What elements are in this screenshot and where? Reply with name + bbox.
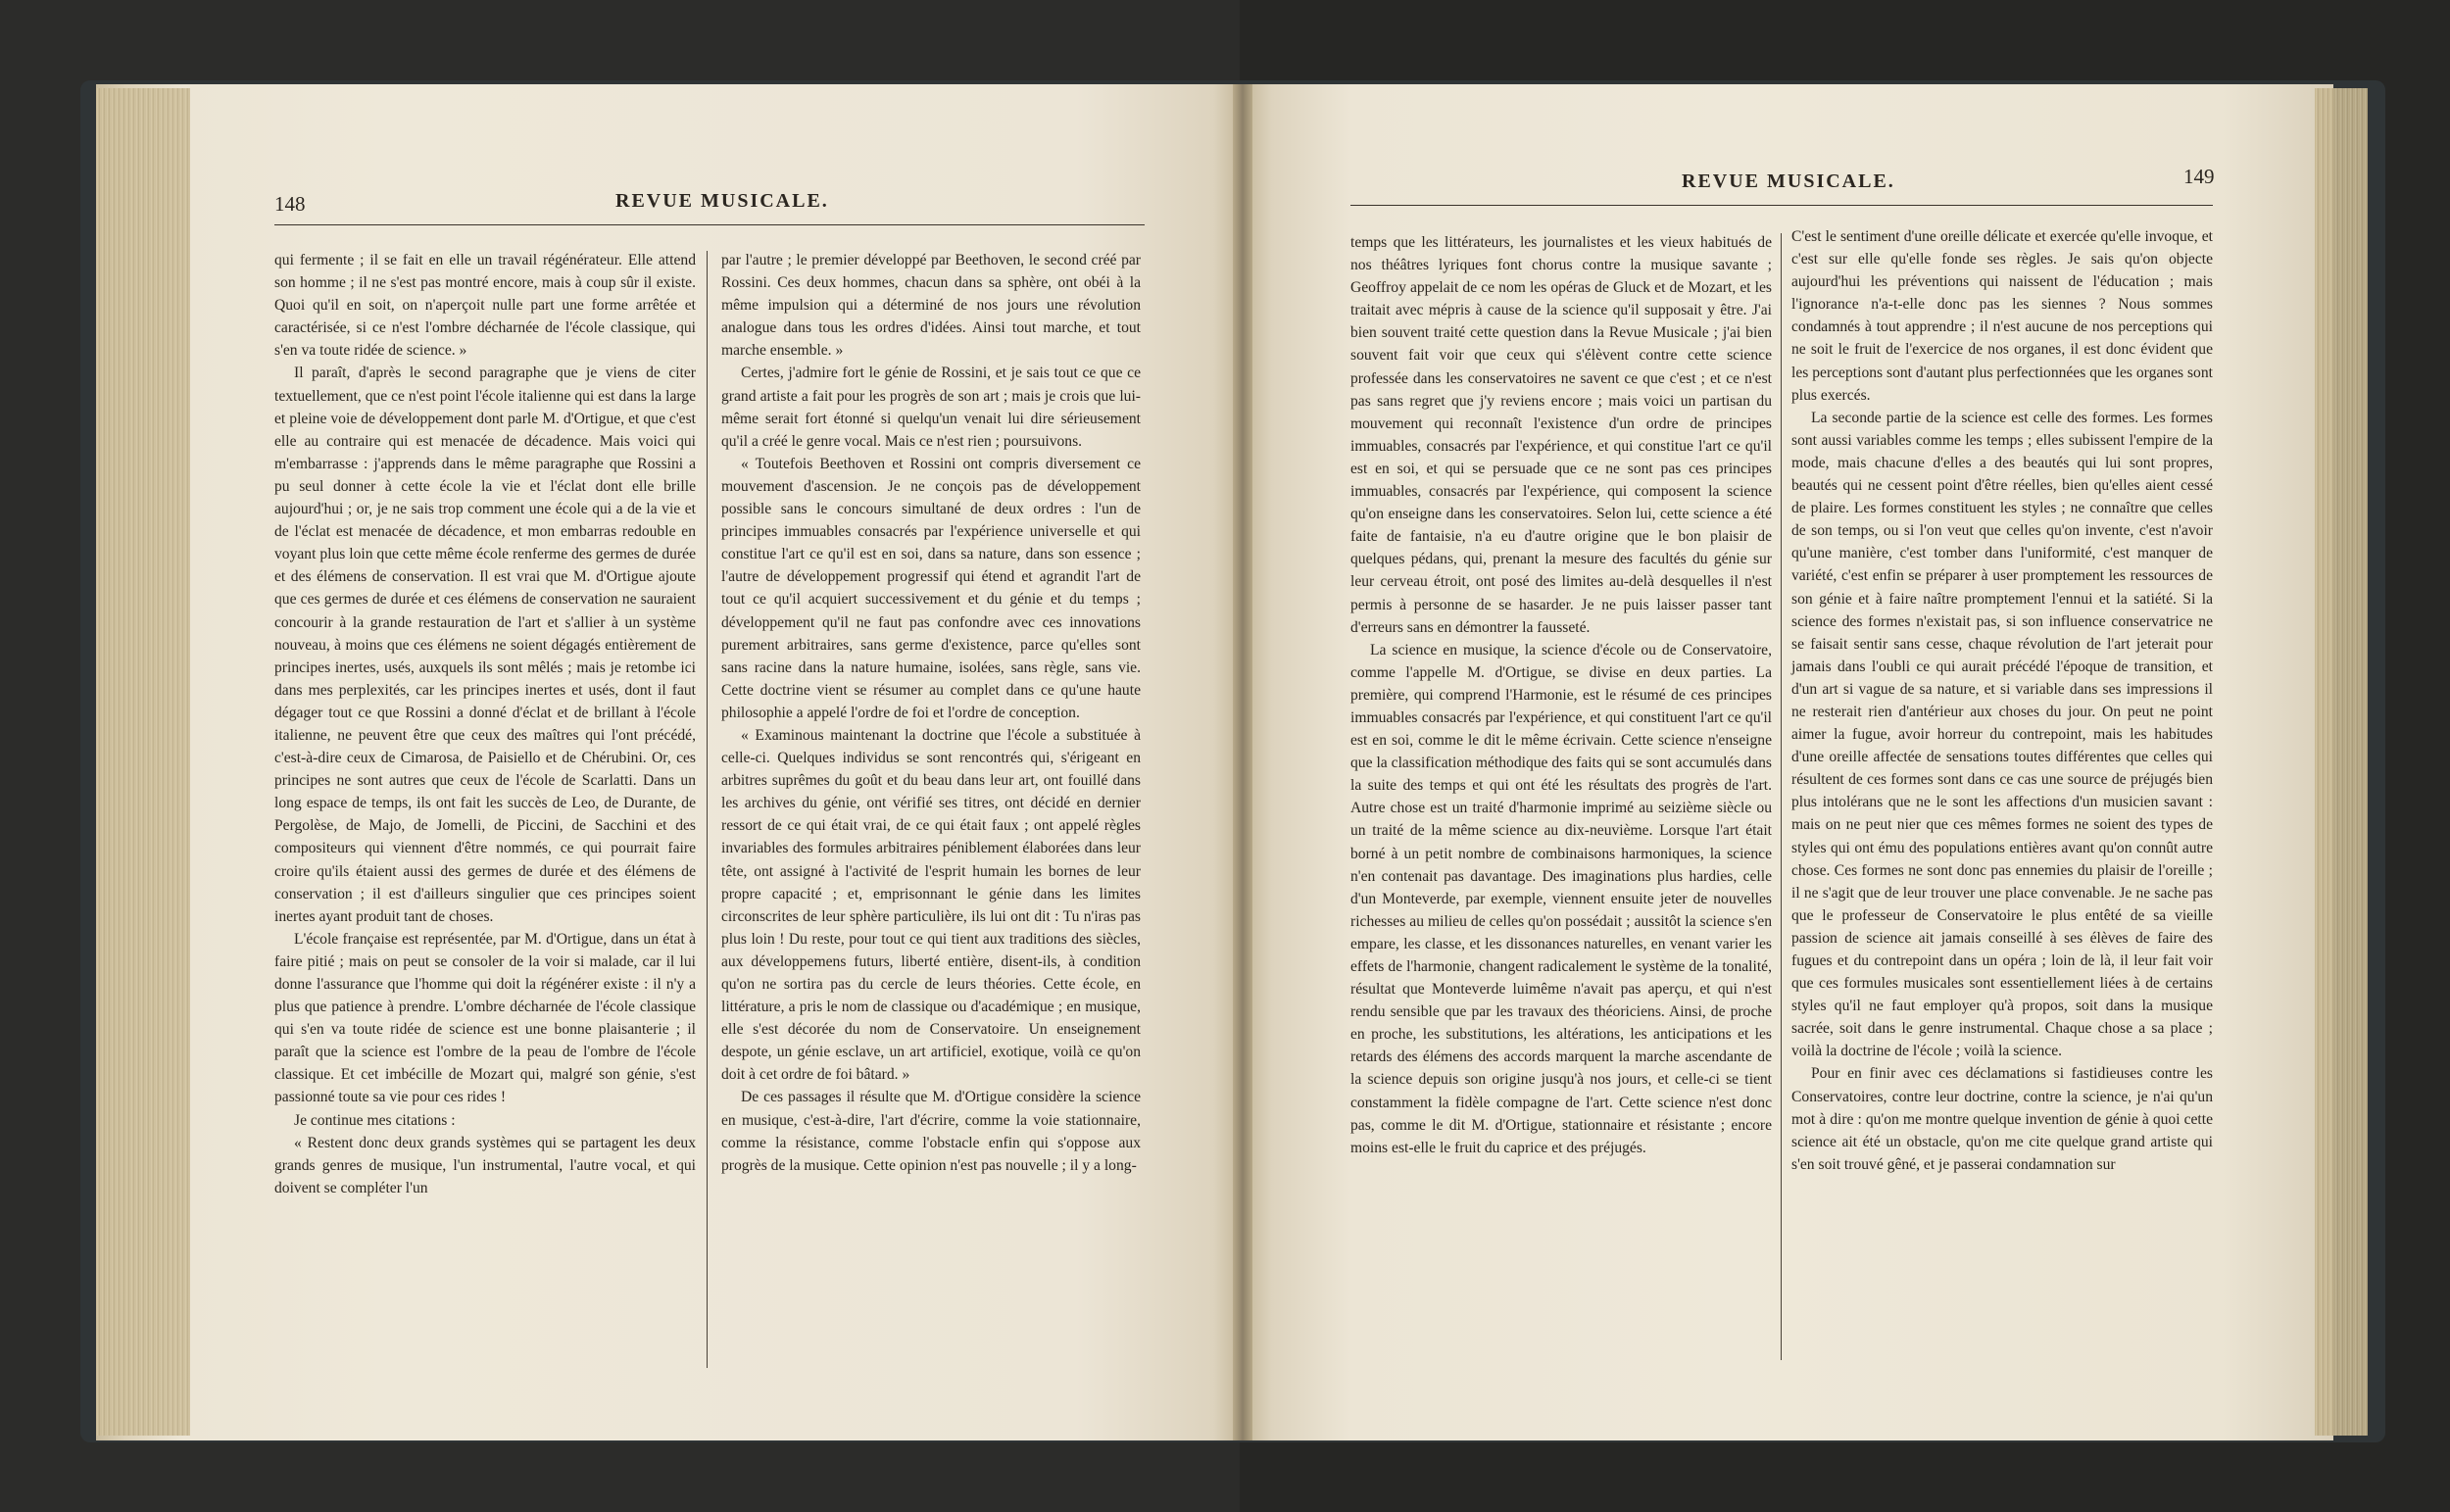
right-folio: 149 xyxy=(2183,165,2215,188)
book-gutter xyxy=(1233,84,1252,1440)
right-header-rule xyxy=(1350,205,2213,206)
paragraph: Certes, j'admire fort le génie de Rossini, et je sais tout ce que ce grand artiste a fait pour les progrès de son art ; mais je crois que lui-même serait fort étonné si quelqu'un venait lui dire sérieusement qu'il a créé le genre vocal. Mais ce n'est rien ; poursuivons. xyxy=(721,365,1141,450)
right-column-2 xyxy=(1791,225,2213,1176)
left-column-1 xyxy=(274,249,696,1199)
right-page-edges xyxy=(2315,88,2368,1436)
paragraph: De ces passages il résulte que M. d'Ortigue considère la science en musique, c'est-à-dire, l'art d'écrire, comme la voie stationnaire, comme la résistance, comme l'obstacle enfin qui s'oppose aux progrès de la musique. Cette opinion n'est pas nouvelle ; il y a long- xyxy=(721,1089,1141,1174)
left-folio: 148 xyxy=(274,192,306,216)
paragraph: « Examinous maintenant la doctrine que l'école a substituée à celle-ci. Quelques individus se sont rencontrés qui, s'érigeant en arbitres suprêmes du goût et du beau dans leur art, ont fouillé dans les archives du génie, ont vérifié ses titres, ont décidé en dernier ressort de ce qui était vrai, de ce qui était faux ; ont appelé règles invariables des formules arbitraires péniblement élaborées dans leur tête, ont assigné à l'activité de l'esprit humain les bornes de leur propre capacité ; et, emprisonnant le génie dans les limites circonscrites de leur sphère particulière, ils lui ont dit : Tu n'iras pas plus loin ! Du reste, pour tout ce qui tient aux traditions des siècles, aux développemens futurs, liberté entière, disent-ils, à condition qu'on ne sortira pas du cercle de leurs théories. Cette école, en littérature, a pris le nom de classique ou d'académique ; en musique, elle s'est décorée du nom de Conservatoire. Un enseignement despote, un génie esclave, un art artificiel, exotique, voilà ce qu'on doit à cet ordre de foi bâtard. » xyxy=(721,726,1141,1084)
paragraph: temps que les littérateurs, les journalistes et les vieux habitués de nos théâtres lyriques font chorus contre la musique savante ; Geoffroy appelait de ce nom les opéras de Gluck et de Mozart, et les traitait avec mépris à cause de la science qu'il supposait y être. J'ai bien souvent traité cette question dans la Revue Musicale ; j'ai bien souvent fait voir que ceux qui s'élèvent contre cette science professée dans les conservatoires ne savent ce que c'est ; et ce n'est pas sans regret que j'y reviens encore ; mais voici un partisan du mouvement qui reconnaît l'existence d'un ordre de principes immuables, consacrés par l'expérience, et qui constitue l'art ce qu'il est en soi, et qui se persuade que ce ne sont pas ces principes immuables, consacrés par l'expérience, qui composent la science qu'on enseigne dans les conservatoires. Selon lui, cette science a été faite de fantaisie, n'a eu d'autre origine que le bon plaisir de quelques pédans, qui, prenant la mesure des facultés du génie sur leur cerveau étroit, ont posé des limites au-delà desquelles il n'est permis à personne de se hasarder. Je ne puis laisser passer tant d'erreurs sans en démontrer la fausseté. xyxy=(1350,234,1772,636)
left-page-edges xyxy=(96,88,190,1436)
right-column-separator xyxy=(1781,233,1782,1360)
paragraph: par l'autre ; le premier développé par Beethoven, le second créé par Rossini. Ces deux hommes, chacun dans sa sphère, ont obéi à la même impulsion qui a déterminé de nos jours une révolution analogue dans tous les ordres d'idées. Ainsi tout marche, et tout marche ensemble. » xyxy=(721,252,1141,360)
paragraph: C'est le sentiment d'une oreille délicate et exercée qu'elle invoque, et c'est sur elle qu'elle fonde ses règles. Je sais qu'on objecte aujourd'hui les préventions qui naissent de l'éducation ; mais l'ignorance n'a-t-elle donc pas les siennes ? Nous sommes condamnés à tout apprendre ; il n'est aucune de nos perceptions qui ne soit le fruit de l'exercice de nos organes, il est donc évident que les perceptions sont d'autant plus perfectionnées que les organes sont plus exercés. xyxy=(1791,228,2213,404)
left-column-separator xyxy=(707,251,708,1368)
paragraph: L'école française est représentée, par M. d'Ortigue, dans un état à faire pitié ; mais on peut se consoler de la voir si malade, car il lui donne l'assurance que l'homme qui doit la régénérer existe : il n'y a plus que patience à prendre. L'ombre décharnée de l'école classique qui s'en va toute ridée de science est une bonne plaisanterie ; il paraît que la science est l'ombre de la peau de l'ombre de l'école classique. Et cet imbécille de Mozart qui, malgré son génie, s'est passionné toute sa vie pour ces rides ! xyxy=(274,930,696,1106)
paragraph: « Restent donc deux grands systèmes qui se partagent les deux grands genres de musique, l'un instrumental, l'autre vocal, et qui doivent se compléter l'un xyxy=(274,1134,696,1196)
left-running-head: REVUE MUSICALE. xyxy=(615,190,829,212)
paragraph: Pour en finir avec ces déclamations si fastidieuses contre les Conservatoires, contre leur doctrine, contre la science, je n'ai qu'un mot à dire : qu'on me montre quelque invention de génie à quoi cette science ait été un obstacle, qu'on me cite quelque grand artiste qui s'en soit trouvé gêné, et je passerai condamnation sur xyxy=(1791,1065,2213,1173)
right-running-head: REVUE MUSICALE. xyxy=(1682,171,1895,192)
left-header-rule xyxy=(274,224,1145,225)
right-column-1 xyxy=(1350,231,1772,1159)
paragraph: La seconde partie de la science est celle des formes. Les formes sont aussi variables comme les temps ; elles subissent l'empire de la mode, mais chacune d'elles a des beautés qui lui sont propres, beautés qui ne cessent point d'être réelles, bien qu'elles aient cessé de plaire. Les formes constituent les styles ; ne connaître que celles de son temps, ou si l'on veut que celles qu'on invente, c'est n'avoir qu'une manière, c'est tomber dans l'uniformité, c'est manquer de variété, c'est enfin se préparer à user promptement les ressources de son génie et à faire naître promptement l'ennui et la satiété. Si la science des formes n'existait pas, si son influence conservatrice ne se faisait sentir sans cesse, chaque révolution de l'art jeterait pour jamais dans l'oubli ce qui aurait précédé l'époque de transition, et d'un art si vague de sa nature, et si variable dans ses impressions il ne resterait rien d'antérieur aux choses du jour. On peut ne point aimer la fugue, avoir horreur du contrepoint, mais les habitudes d'une oreille affectée de sensations toutes différentes que celles qui résultent de ces formes sont dans ce cas une source de préjugés bien plus intolérans que ne le sont les affections d'un musicien savant : mais on ne peut nier que ces mêmes formes ne soient des types de styles qui ont ému des populations entières avant qu'on connût autre chose. Ces formes ne sont donc pas ennemies du plaisir de l'oreille ; il ne s'agit que de leur trouver une place convenable. Je ne sache pas que le professeur de Conservatoire le plus entêté de sa vieille passion de science ait jamais conseillé à ses élèves de faire des fugues et du contrepoint dans un opéra ; loin de là, il leur fait voir que ces formules musicales sont essentiellement liées à de certains styles qu'il ne faut employer qu'à propos, soit dans la musique sacrée, soit dans le genre instrumental. Chaque chose a sa place ; voilà la doctrine de l'école ; voilà la science. xyxy=(1791,409,2213,1060)
left-column-2 xyxy=(721,249,1141,1177)
paragraph: Il paraît, d'après le second paragraphe que je viens de citer textuellement, que ce n'est point l'école italienne qui est dans la large et pleine voie de développement dont parle M. d'Ortigue, et que c'est elle au contraire qui est menacée de décadence. Mais voici qui m'embarrasse : j'apprends dans le même paragraphe que Rossini a pu seul donner à cette école la vie et l'éclat dont elle brille aujourd'hui ; or, je ne sais trop comment une école qui a de la vie et de l'éclat est menacée de décadence, et mon embarras redouble en voyant plus loin que cette même école renferme des germes de durée et des élémens de conservation. Il est vrai que M. d'Ortigue ajoute que ces germes de durée et ces élémens de conservation ne sauraient concourir à la grande restauration de l'art et s'allier à un système nouveau, à moins que ces élémens ne soient dégagés entièrement de principes inertes, usés, auxquels ils sont mêlés ; mais je retombe ici dans mes perplexités, car les principes inertes et usés, dont il faut dégager tout ce que Rossini a donné d'éclat et de brillant à l'école italienne, ne peuvent être que ceux des maîtres qui l'ont précédé, c'est-à-dire ceux de Cimarosa, de Paisiello et de Chérubini. Or, ces principes ne sont autres que ceux de l'école de Scarlatti. Dans un long espace de temps, ils ont fait les succès de Leo, de Durante, de Pergolèse, de Majo, de Jomelli, de Piccini, de Sacchini et des compositeurs qui viennent d'être nommés, ce qui pourrait faire croire qu'ils étaient aussi des germes de durée et des élémens de conservation ; il est d'ailleurs singulier que ces principes soient inertes ayant produit tant de choses. xyxy=(274,365,696,925)
paragraph: Je continue mes citations : xyxy=(294,1111,456,1129)
paragraph: qui fermente ; il se fait en elle un travail régénérateur. Elle attend son homme ; il ne s'est pas montré encore, mais à coup sûr il existe. Quoi qu'il en soit, on n'aperçoit nulle part une forme arrêtée et caractérisée, si ce n'est l'ombre décharnée de l'école classique, qui s'en va toute ridée de science. » xyxy=(274,252,696,360)
paragraph: « Toutefois Beethoven et Rossini ont compris diversement ce mouvement d'ascension. Je ne conçois pas de développement possible sans le concours simultané de deux ordres : l'un de principes immuables consacrés par l'expérience universelle et qui constitue l'art ce qu'il est en soi, dans sa nature, dans son essence ; l'autre de développement progressif qui étend et agrandit l'art de tout ce qu'il acquiert successivement et du génie et du temps ; développement qu'il ne faut pas confondre avec ces innovations purement arbitraires, sans germe d'existence, parce qu'elles sont sans racine dans la nature humaine, isolées, sans règle, sans vie. Cette doctrine vient se résumer au complet dans ce qu'une haute philosophie a appelé l'ordre de foi et l'ordre de conception. xyxy=(721,455,1141,721)
paragraph: La science en musique, la science d'école ou de Conservatoire, comme l'appelle M. d'Ortigue, se divise en deux parties. La première, qui comprend l'Harmonie, est le résumé de ces principes immuables consacrés par l'expérience, et qui constituent l'art ce qu'il est en soi, comme le dit le même écrivain. Cette science n'enseigne que la classification méthodique des faits qui se sont accumulés dans la suite des temps et qui ont été les résultats des progrès de l'art. Autre chose est un traité d'harmonie imprimé au seizième siècle ou un traité de la même science au dix-neuvième. Lorsque l'art était borné à un petit nombre de combinaisons harmoniques, la science n'en contenait pas davantage. Des imaginations plus hardies, celle d'un Monteverde, par exemple, viennent ensuite jeter de nouvelles richesses au milieu de celles qu'on possédait ; aussitôt la science s'en empare, les classe, et les dissonances naturelles, en venant varier les effets de l'harmonie, changent radicalement le système de la tonalité, résultat que Monteverde luimême n'avait pas aperçu, et qui n'est rendu sensible que par les travaux des théoriciens. Ainsi, de proche en proche, les substitutions, les altérations, les anticipations et les retards des élémens des accords marquent la marche ascendante de la science depuis son origine jusqu'à nos jours, et celle-ci se tient constamment la fidèle compagne de l'art. Cette science n'est donc pas, comme le dit M. d'Ortigue, stationnaire et résistante ; encore moins est-elle le fruit du caprice et des préjugés. xyxy=(1350,641,1772,1156)
